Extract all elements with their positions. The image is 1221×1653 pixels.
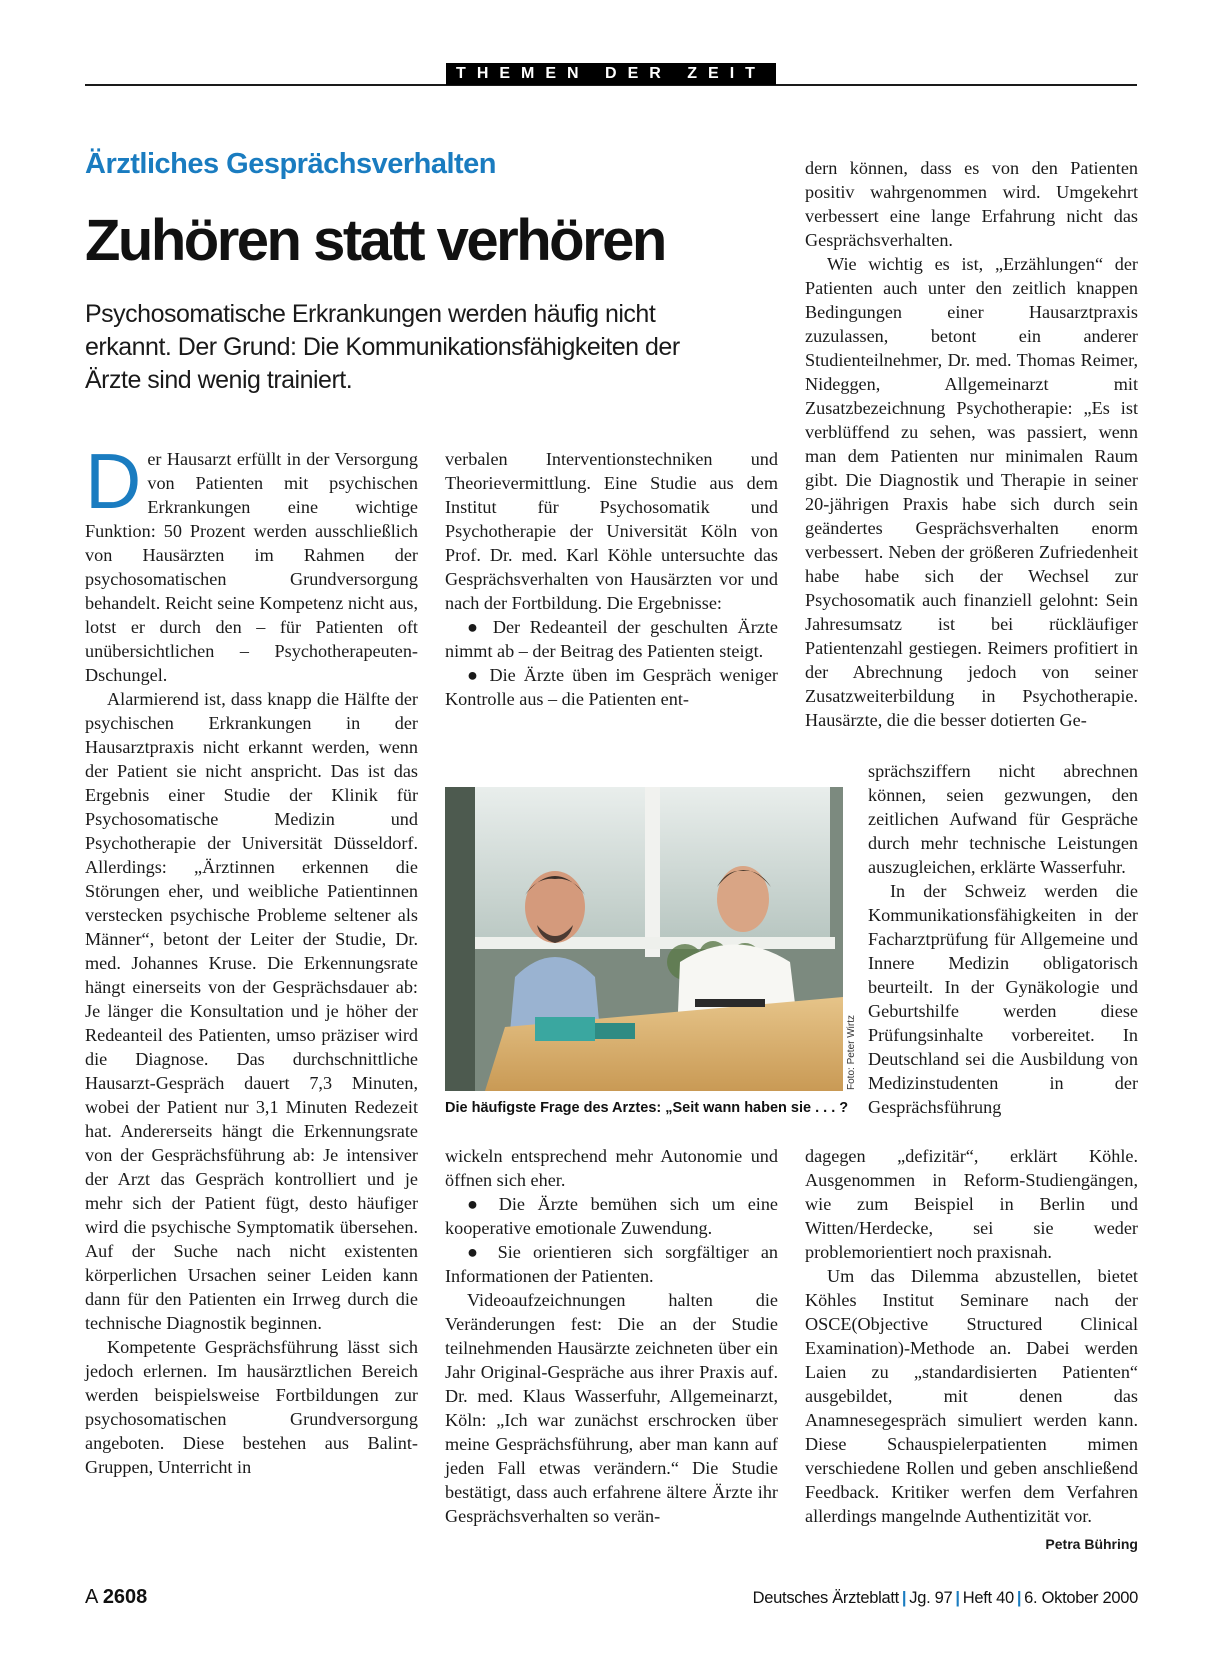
paragraph: Der Hausarzt erfüllt in der Versorgung von Patienten mit psychischen Erkrankungen eine wichtige Funktion: 50 Prozent werden ausschließlich von Hausärzten im Rahmen der psychosomatischen Grundversorgung behandelt. Reicht seine Kompetenz nicht aus, lotst er durch den – für Patienten oft unübersichtlichen – Psychotherapeuten-Dschungel. xyxy=(85,437,418,685)
column-2-top xyxy=(445,447,778,711)
page-number: A 2608 xyxy=(85,1586,148,1608)
section-tag: THEMEN DER ZEIT xyxy=(446,63,776,85)
bullet-item: ● Der Redeanteil der geschulten Ärzte nimmt ab – der Beitrag des Patienten steigt. xyxy=(445,617,778,661)
paragraph: Wie wichtig es ist, „Erzählungen“ der Patienten auch unter den zeitlich knappen Bedingungen einer Hausarztpraxis zuzulassen, betont ein anderer Studienteilnehmer, Dr. med. Thomas Reimer, Nideggen, Allgemeinarzt mit Zusatzbezeichnung Psychotherapie: „Es ist verblüffend zu sehen, was passiert, wenn man dem Patienten nur minimalen Raum gibt. Die Diagnostik und Therapie in seiner 20-jährigen Praxis habe sich durch sein geändertes Gesprächsverhalten enorm verbessert. Neben der größeren Zufriedenheit habe habe sich der Wechsel zur Psychosomatik auch finanziell gelohnt: Sein Jahresumsatz ist bei rückläufiger Patientenzahl gestiegen. Reimers profitiert in der Abrechnung jedoch von seiner Zusatzweiterbildung in Psychotherapie. Hausärzte, die die besser dotierten Ge- xyxy=(805,254,1138,730)
paragraph: verbalen Interventionstechniken und Theorievermittlung. Eine Studie aus dem Institut für Psychosomatik und Psychotherapie der Universität Köln von Prof. Dr. med. Karl Köhle untersuchte das Gesprächsverhalten von Hausärzten vor und nach der Fortbildung. Die Ergebnisse: xyxy=(445,449,778,613)
paragraph: In der Schweiz werden die Kommunikationsfähigkeiten in der Facharztprüfung für Allgemeine und Innere Medizin obligatorisch beurteilt. In der Gynäkologie und Geburtshilfe werden diese Prüfungsinhalte vorbereitet. In Deutschland sei die Ausbildung von Medizinstudenten in der Gesprächsführung xyxy=(868,881,1138,1117)
paragraph: sprächsziffern nicht abrechnen können, seien gezwungen, den zeitlichen Aufwand für Gespräche durch mehr technische Leistungen auszugleichen, erklärte Wasserfuhr. xyxy=(868,761,1138,877)
column-1 xyxy=(85,437,418,1479)
column-3-top xyxy=(805,156,1138,732)
paragraph: Kompetente Gesprächsführung lässt sich jedoch erlernen. Im hausärztlichen Bereich werden beispielsweise Fortbildungen zur psychosomatischen Grundversorgung angeboten. Diese bestehen aus Balint-Gruppen, Unterricht in xyxy=(85,1337,418,1477)
journal-volume: Jg. 97 xyxy=(909,1589,953,1607)
article-headline: Zuhören statt verhören xyxy=(85,208,665,273)
column-3-bottom xyxy=(805,1144,1138,1556)
photo-caption: Die häufigste Frage des Arztes: „Seit wann haben sie . . . ? xyxy=(445,1100,849,1116)
paragraph: wickeln entsprechend mehr Autonomie und öffnen sich eher. xyxy=(445,1146,778,1190)
article-photo xyxy=(445,787,843,1091)
photo-illustration xyxy=(445,787,843,1091)
article-lead: Psychosomatische Erkrankungen werden häufig nicht erkannt. Der Grund: Die Kommunikationsfähigkeiten der Ärzte sind wenig trainiert. xyxy=(85,300,680,394)
author-byline: Petra Bühring xyxy=(1045,1536,1138,1552)
paragraph: Videoaufzeichnungen halten die Veränderungen fest: Die an der Studie teilnehmenden Hausärzte zeichneten über ein Jahr Original-Gespräche aus ihrer Praxis auf. Dr. med. Klaus Wasserfuhr, Allgemeinarzt, Köln: „Ich war zunächst erschrocken über meine Gesprächsführung, aber man kann auf jeden Fall etwas verändern.“ Die Studie bestätigt, dass auch erfahrene ältere Ärzte ihr Gesprächsverhalten so verän- xyxy=(445,1290,778,1526)
journal-name: Deutsches Ärzteblatt xyxy=(752,1589,899,1607)
paragraph: dagegen „defizitär“, erklärt Köhle. Ausgenommen in Reform-Studiengängen, wie zum Beispiel in Berlin und Witten/Herdecke, sei sie weder problemorientiert noch praxisnah. xyxy=(805,1146,1138,1262)
photo-credit: Foto: Peter Wirtz xyxy=(846,1014,857,1090)
paragraph: Alarmierend ist, dass knapp die Hälfte der psychischen Erkrankungen in der Hausarztpraxis nicht erkannt werden, wenn der Patient sie nicht anspricht. Das ist das Ergebnis einer Studie der Klinik für Psychosomatische Medizin und Psychotherapie der Universität Düsseldorf. Allerdings: „Ärztinnen erkennen die Störungen eher, und weibliche Patientinnen verstecken psychische Probleme seltener als Männer“, betont der Leiter der Studie, Dr. med. Johannes Kruse. Die Erkennungsrate hängt einerseits von der Gesprächsdauer ab: Je länger die Konsultation und je höher der Redeanteil des Patienten, umso präziser wird die Diagnose. Das durchschnittliche Hausarzt-Gespräch dauert 7,3 Minuten, wobei der Patient nur 3,1 Minuten Redezeit hat. Andererseits hängt die Erkennungsrate von der Gesprächsführung ab: Je intensiver der Arzt das Gespräch kontrolliert und je mehr sich der Patient fügt, desto häufiger wird die psychische Symptomatik übersehen. Auf der Suche nach nicht existenten körperlichen Ursachen seiner Leiden kann dann für den Patienten ein Irrweg durch die technische Diagnostik beginnen. xyxy=(85,689,418,1333)
bullet-item: ● Die Ärzte üben im Gespräch weniger Kontrolle aus – die Patienten ent- xyxy=(445,665,778,709)
article-kicker: Ärztliches Gesprächsverhalten xyxy=(85,148,497,180)
column-2-bottom xyxy=(445,1144,778,1528)
paragraph: Um das Dilemma abzustellen, bietet Köhles Institut Seminare nach der OSCE(Objective Structured Clinical Examination)-Methode an. Dabei werden Laien zu „standardisierten Patienten“ ausgebildet, mit denen das Anamnesegespräch simuliert werden kann. Diese Schauspielerpatienten mimen verschiedene Rollen und geben anschließend Feedback. Kritiker werfen dem Verfahren allerdings mangelnde Authentizität vor. Petra Bühring xyxy=(805,1264,1138,1528)
column-3-middle xyxy=(868,759,1138,1119)
bullet-item: ● Sie orientieren sich sorgfältiger an Informationen der Patienten. xyxy=(445,1242,778,1286)
bullet-item: ● Die Ärzte bemühen sich um eine kooperative emotionale Zuwendung. xyxy=(445,1194,778,1238)
journal-issue: Heft 40 xyxy=(962,1589,1014,1607)
drop-cap: D xyxy=(85,437,142,525)
journal-footer: Deutsches Ärzteblatt | Jg. 97 | Heft 40 | 6. Oktober 2000 xyxy=(752,1589,1138,1607)
paragraph: dern können, dass es von den Patienten positiv wahrgenommen wird. Umgekehrt verbessert eine lange Erfahrung nicht das Gesprächsverhalten. xyxy=(805,158,1138,250)
journal-date: 6. Oktober 2000 xyxy=(1024,1589,1138,1607)
